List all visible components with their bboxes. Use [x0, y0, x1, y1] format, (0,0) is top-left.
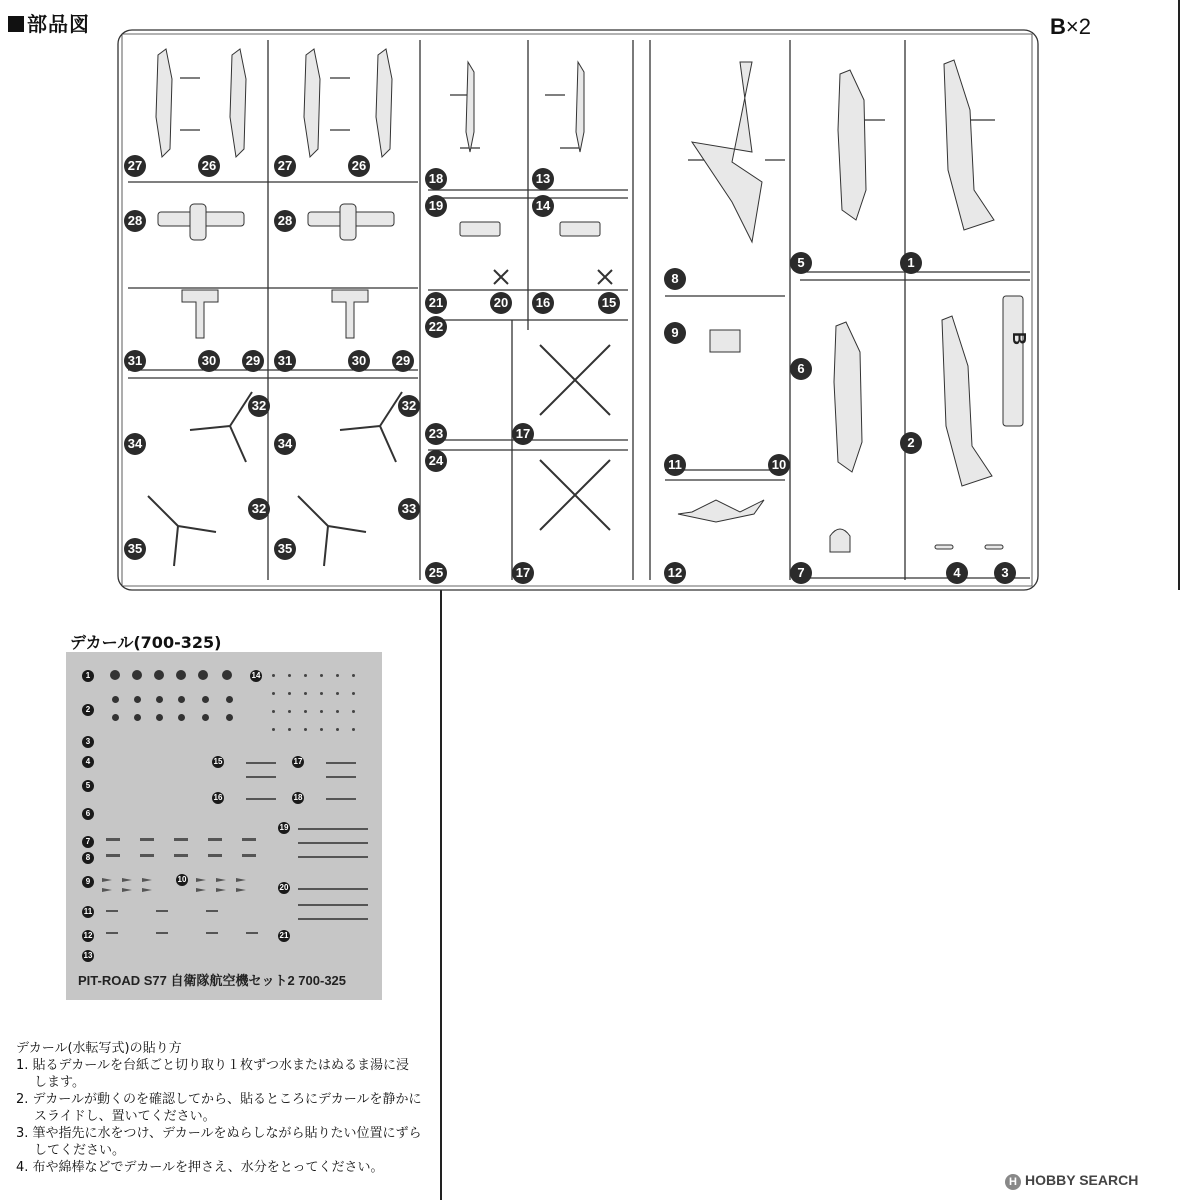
part-number-marker: 8: [664, 268, 686, 290]
part-number-marker: 20: [490, 292, 512, 314]
decal-footer: PIT-ROAD S77 自衛隊航空機セット2 700-325: [78, 973, 347, 988]
part-number-marker: 13: [532, 168, 554, 190]
decal-row-number: 12: [83, 931, 93, 940]
decal-row-number: 4: [82, 756, 94, 768]
frame-letter-b: B: [1009, 332, 1029, 345]
part-number-marker: 6: [790, 358, 812, 380]
instruction-line: します。: [34, 1075, 85, 1090]
part-number-marker: 17: [512, 562, 534, 584]
part-number-marker: 9: [664, 322, 686, 344]
part-number-marker: 5: [790, 252, 812, 274]
part-number-marker: 24: [425, 450, 447, 472]
instruction-line: 4. 布や綿棒などでデカールを押さえ、水分をとってください。: [16, 1160, 384, 1175]
part-number-marker: 32: [398, 395, 420, 417]
part-number-marker: 11: [664, 454, 686, 476]
sprue-count: ×2: [1065, 14, 1091, 39]
decal-sheet: [66, 652, 382, 1000]
part-number-marker: 21: [425, 292, 447, 314]
part-number-marker: 28: [274, 210, 296, 232]
part-number-marker: 33: [398, 498, 420, 520]
part-number-marker: 12: [664, 562, 686, 584]
decal-row-number: 15: [213, 757, 223, 766]
watermark-text: HOBBY SEARCH: [1025, 1172, 1139, 1188]
instructions-block: [16, 1040, 422, 1176]
instruction-line: スライドし、置いてください。: [34, 1109, 216, 1124]
decal-row-number: 19: [279, 823, 289, 832]
part-number-marker: 32: [248, 498, 270, 520]
part-number-marker: 17: [512, 423, 534, 445]
part-number-marker: 3: [994, 562, 1016, 584]
part-number-marker: 4: [946, 562, 968, 584]
part-number-marker: 15: [598, 292, 620, 314]
part-number-marker: 27: [274, 155, 296, 177]
part-number-marker: 31: [124, 350, 146, 372]
part-number-marker: 27: [124, 155, 146, 177]
decal-row-number: 7: [82, 836, 94, 848]
part-number-marker: 10: [768, 454, 790, 476]
part-number-marker: 1: [900, 252, 922, 274]
instruction-line: 1. 貼るデカールを台紙ごと切り取り１枚ずつ水またはぬるま湯に浸: [16, 1058, 410, 1073]
decal-row-number: 11: [83, 907, 93, 916]
decal-row-number: 21: [279, 931, 289, 940]
part-number-marker: 29: [242, 350, 264, 372]
part-number-marker: 30: [198, 350, 220, 372]
decal-row-number: 13: [83, 951, 93, 960]
part-number-marker: 35: [274, 538, 296, 560]
part-number-marker: 26: [198, 155, 220, 177]
part-number-marker: 26: [348, 155, 370, 177]
part-number-marker: 31: [274, 350, 296, 372]
instruction-line: 3. 筆や指先に水をつけ、デカールをぬらしながら貼りたい位置にずら: [16, 1126, 422, 1141]
part-number-marker: 18: [425, 168, 447, 190]
decal-row-number: 1: [82, 670, 94, 682]
part-number-marker: 34: [274, 433, 296, 455]
part-number-marker: 2: [900, 432, 922, 454]
decal-row-number: 9: [82, 876, 94, 888]
part-number-marker: 23: [425, 423, 447, 445]
decal-row-number: 16: [213, 793, 223, 802]
hobby-search-logo-icon: H: [1005, 1174, 1021, 1190]
page-title-text: 部品図: [27, 12, 90, 36]
part-number-marker: 22: [425, 316, 447, 338]
decal-row-number: 10: [177, 875, 187, 884]
part-number-marker: 29: [392, 350, 414, 372]
instruction-line: してください。: [34, 1143, 126, 1158]
part-number-marker: 35: [124, 538, 146, 560]
part-number-marker: 28: [124, 210, 146, 232]
decal-row-number: 2: [82, 704, 94, 716]
sprue-letter: B: [1050, 14, 1066, 39]
decal-markings: [66, 652, 382, 1000]
part-number-marker: 30: [348, 350, 370, 372]
decal-row-number: 17: [293, 757, 303, 766]
decal-row-number: 6: [82, 808, 94, 820]
part-number-marker: 7: [790, 562, 812, 584]
instruction-line: 2. デカールが動くのを確認してから、貼るところにデカールを静かに: [16, 1092, 422, 1107]
hobby-search-watermark: [1005, 1172, 1138, 1190]
decal-title: デカール(700-325): [70, 633, 222, 652]
decal-row-number: 8: [82, 852, 94, 864]
part-number-marker: 34: [124, 433, 146, 455]
part-number-marker: 32: [248, 395, 270, 417]
part-number-marker: 16: [532, 292, 554, 314]
part-number-marker: 14: [532, 195, 554, 217]
decal-row-number: 5: [82, 780, 94, 792]
decal-row-number: 3: [82, 736, 94, 748]
decal-row-number: 18: [293, 793, 303, 802]
instructions-heading: デカール(水転写式)の貼り方: [16, 1041, 182, 1056]
decal-row-number: 14: [251, 671, 261, 680]
part-number-marker: 25: [425, 562, 447, 584]
page-border-mid: [440, 590, 442, 1200]
decal-row-number: 20: [279, 883, 289, 892]
part-number-marker: 19: [425, 195, 447, 217]
